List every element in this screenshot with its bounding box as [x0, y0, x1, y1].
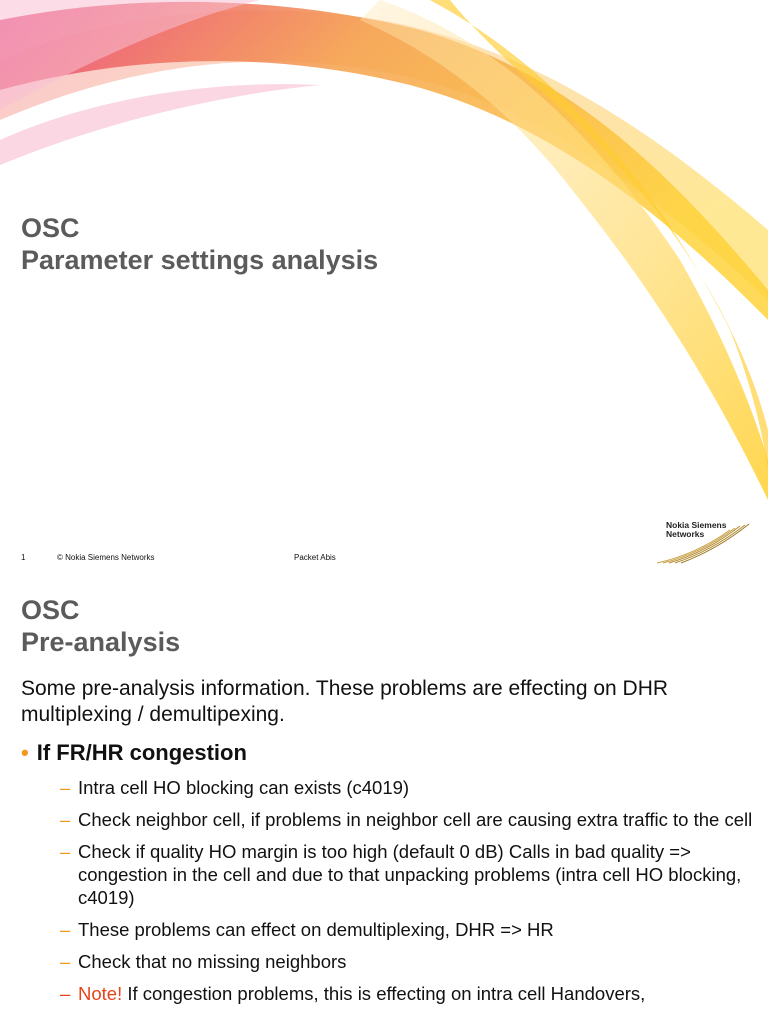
- dash-icon: –: [60, 983, 71, 1004]
- note-item: [60, 982, 760, 1005]
- slide1-title-line1: OSC: [21, 213, 80, 243]
- dash-icon: –: [60, 841, 71, 862]
- sub-bullet-list: [60, 776, 760, 1014]
- dash-icon: –: [60, 919, 71, 940]
- list-item-text: Check that no missing neighbors: [78, 951, 347, 972]
- document-name: Packet Abis: [294, 553, 336, 562]
- list-item: [60, 776, 760, 799]
- logo-line2: Networks: [666, 529, 705, 539]
- bullet-heading: [21, 740, 247, 766]
- bullet-text: If FR/HR congestion: [36, 740, 247, 765]
- slide2-title-line1: OSC: [21, 595, 80, 625]
- copyright: © Nokia Siemens Networks: [57, 553, 155, 562]
- list-item: [60, 840, 760, 909]
- list-item: [60, 918, 760, 941]
- slide2-title-line2: Pre-analysis: [21, 627, 181, 657]
- list-item-text: Check neighbor cell, if problems in neighbor cell are causing extra traffic to the cell: [78, 809, 753, 830]
- intro-text: Some pre-analysis information. These problems are effecting on DHR multiplexing / demultipexing.: [21, 677, 669, 726]
- dash-icon: –: [60, 777, 71, 798]
- note-label: Note!: [78, 983, 123, 1004]
- dash-icon: –: [60, 809, 71, 830]
- note-text: If congestion problems, this is effecting on intra cell Handovers,: [127, 983, 646, 1004]
- dash-icon: –: [60, 951, 71, 972]
- page-number: 1: [21, 553, 26, 562]
- nsn-logo-text: [666, 521, 726, 539]
- list-item: [60, 950, 760, 973]
- list-item-text: These problems can effect on demultiplexing, DHR => HR: [78, 919, 554, 940]
- list-item-text: Intra cell HO blocking can exists (c4019): [78, 777, 410, 798]
- slide1-title-line2: Parameter settings analysis: [21, 245, 379, 275]
- list-item: [60, 808, 760, 831]
- slide2-title: [21, 594, 180, 658]
- list-item-text: Check if quality HO margin is too high (default 0 dB) Calls in bad quality => congestion in the cell and due to that unpacking problems (intra cell HO blocking, c4019): [78, 841, 742, 908]
- slide1-title: [21, 212, 378, 276]
- bullet-dot-icon: •: [21, 740, 29, 765]
- logo-line1: Nokia Siemens: [666, 520, 727, 530]
